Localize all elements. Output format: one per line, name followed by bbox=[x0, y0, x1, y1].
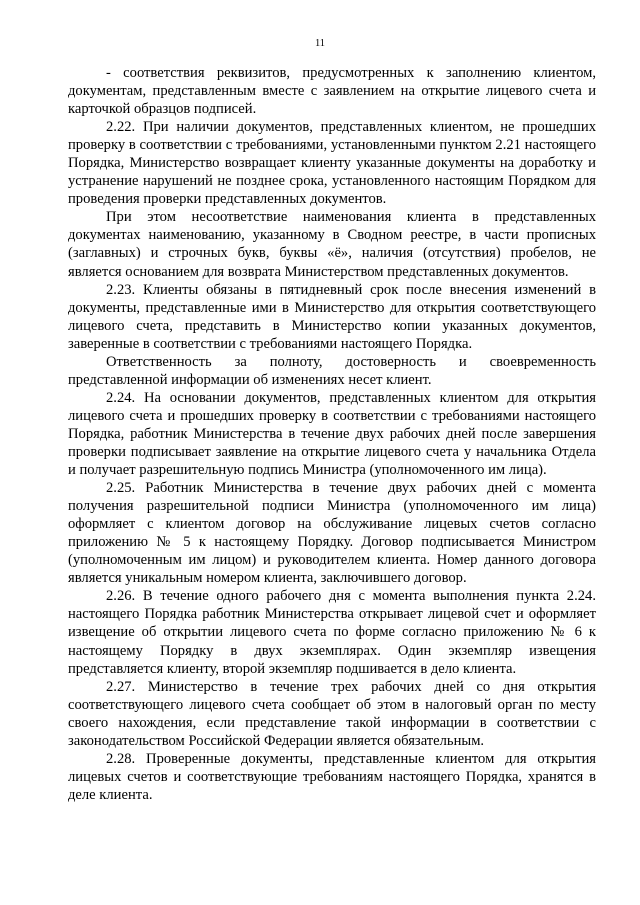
paragraph-responsibility: Ответственность за полноту, достоверность и своевременность представленной информации об изменениях несет клиент. bbox=[68, 353, 596, 388]
document-body bbox=[68, 64, 596, 804]
paragraph-bullet-requisites: - соответствия реквизитов, предусмотренных к заполнению клиентом, документам, представленным вместе с заявлением на открытие лицевого счета и карточкой образцов подписей. bbox=[68, 65, 596, 118]
paragraph-2-26: 2.26. В течение одного рабочего дня с момента выполнения пункта 2.24. настоящего Порядка работник Министерства открывает лицевой счет и оформляет извещение об открытии лицевого счета по форме согласно приложению № 6 к настоящему Порядку в двух экземплярах. Один экземпляр извещения представляется клиенту, второй экземпляр подшивается в дело клиента. bbox=[68, 588, 596, 677]
paragraph-2-28: 2.28. Проверенные документы, представленные клиентом для открытия лицевых счетов и соответствующие требованиям настоящего Порядка, хранятся в деле клиента. bbox=[68, 750, 596, 803]
paragraph-2-27: 2.27. Министерство в течение трех рабочих дней со дня открытия соответствующего лицевого счета сообщает об этом в налоговый орган по месту своего нахождения, если представление такой информации в соответствии с законодательством Российской Федерации является обязательным. bbox=[68, 678, 596, 749]
paragraph-2-22: 2.22. При наличии документов, представленных клиентом, не прошедших проверку в соответствии с требованиями, установленными пунктом 2.21 настоящего Порядка, Министерство возвращает клиенту указанные документы на доработку и устранение нарушений не позднее срока, установленного настоящим Порядком для проведения проверки представленных документов. bbox=[68, 119, 596, 208]
paragraph-2-23: 2.23. Клиенты обязаны в пятидневный срок после внесения изменений в документы, представленные ими в Министерство для открытия соответствующего лицевого счета, представить в Министерство копии указанных документов, заверенные в соответствии с требованиями настоящего Порядка. bbox=[68, 281, 596, 352]
paragraph-2-24: 2.24. На основании документов, представленных клиентом для открытия лицевого счета и прошедших проверку в соответствии с требованиями настоящего Порядка, работник Министерства в течение двух рабочих дней после завершения проверки подписывает заявление на открытие лицевого счета у начальника Отдела и получает разрешительную подпись Министра (уполномоченного им лица). bbox=[68, 389, 596, 479]
page-number: 11 bbox=[314, 38, 326, 49]
paragraph-name-mismatch: При этом несоответствие наименования клиента в представленных документах наименованию, указанному в Сводном реестре, в части прописных (заглавных) и строчных букв, буквы «ё», наличия (отсутствия) пробелов, не является основанием для возврата Министерством представленных документов. bbox=[68, 209, 596, 280]
paragraph-2-25: 2.25. Работник Министерства в течение двух рабочих дней с момента получения разрешительной подписи Министра (уполномоченного им лица) оформляет с клиентом договор на обслуживание лицевых счетов согласно приложению № 5 к настоящему Порядку. Договор подписывается Министром (уполномоченным им лицом) и руководителем клиента. Номер данного договора является уникальным номером клиента, заключившего договор. bbox=[68, 480, 596, 587]
